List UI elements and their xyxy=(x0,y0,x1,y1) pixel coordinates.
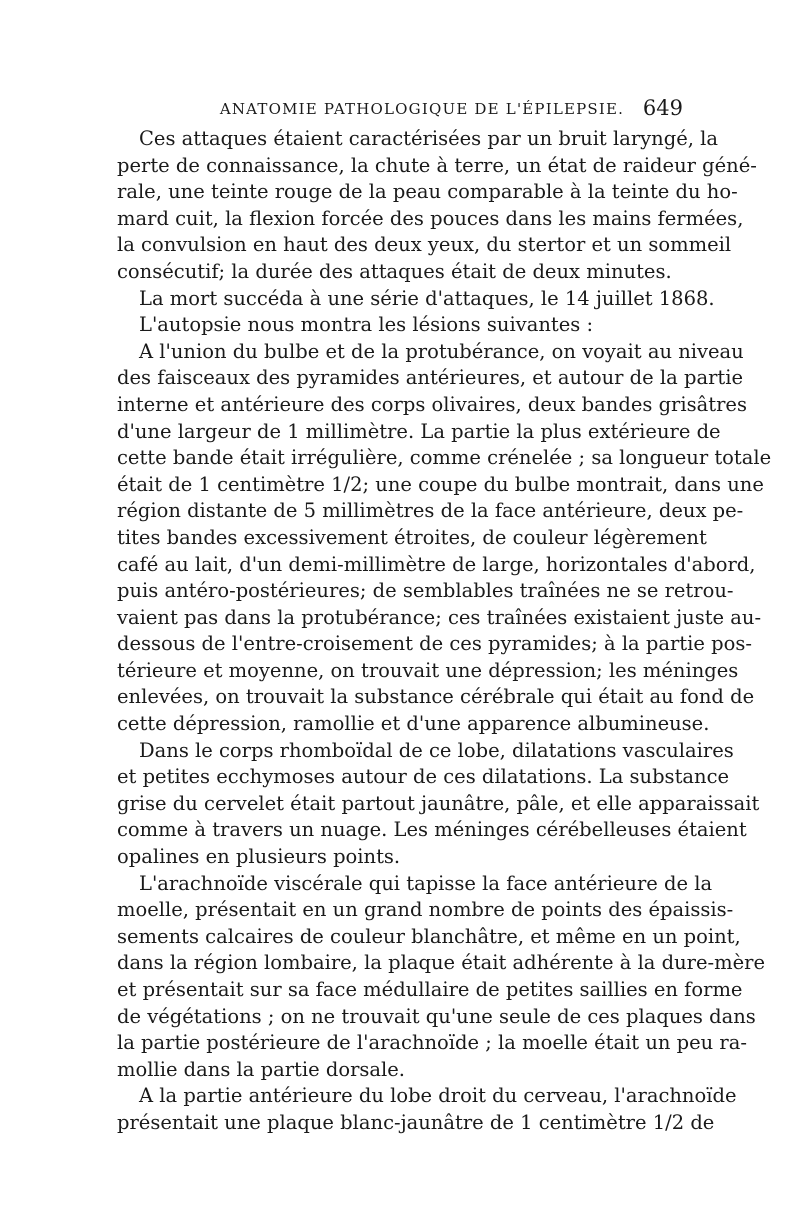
text-line: Ces attaques étaient caractérisées par un bruit laryngé, la xyxy=(139,127,719,150)
text-line: dessous de l'entre-croisement de ces pyramides; à la partie pos- xyxy=(117,632,752,656)
text-line: moelle, présentait en un grand nombre de points des épaissis- xyxy=(117,898,734,922)
text-line: La mort succéda à une série d'attaques, le 14 juillet 1868. xyxy=(139,286,715,310)
body-text xyxy=(117,126,772,1137)
text-line: région distante de 5 millimètres de la face antérieure, deux pe- xyxy=(117,499,744,523)
text-line: et petites ecchymoses autour de ces dilatations. La substance xyxy=(117,765,730,789)
text-line: la partie postérieure de l'arachnoïde ; la moelle était un peu ra- xyxy=(117,1031,747,1055)
text-line: rale, une teinte rouge de la peau comparable à la teinte du ho- xyxy=(117,180,738,204)
text-line: consécutif; la durée des attaques était de deux minutes. xyxy=(117,259,672,283)
text-line: L'autopsie nous montra les lésions suivantes : xyxy=(139,313,594,337)
text-line: dans la région lombaire, la plaque était adhérente à la dure-mère xyxy=(117,951,766,975)
text-line: vaient pas dans la protubérance; ces traînées existaient juste au- xyxy=(117,605,762,629)
text-line: d'une largeur de 1 millimètre. La partie la plus extérieure de xyxy=(117,419,721,443)
text-line: café au lait, d'un demi-millimètre de large, horizontales d'abord, xyxy=(117,552,756,576)
text-line: cette bande était irrégulière, comme crénelée ; sa longueur totale xyxy=(117,446,772,470)
text-line: était de 1 centimètre 1/2; une coupe du bulbe montrait, dans une xyxy=(117,472,764,496)
text-line: grise du cervelet était partout jaunâtre, pâle, et elle apparaissait xyxy=(117,791,760,815)
text-line: comme à travers un nuage. Les méninges cérébelleuses étaient xyxy=(117,818,747,842)
text-line: A l'union du bulbe et de la protubérance, on voyait au niveau xyxy=(139,339,744,363)
text-line: Dans le corps rhomboïdal de ce lobe, dilatations vasculaires xyxy=(139,738,734,762)
text-line: interne et antérieure des corps olivaires, deux bandes grisâtres xyxy=(117,392,747,416)
text-line: A la partie antérieure du lobe droit du cerveau, l'arachnoïde xyxy=(139,1084,737,1108)
text-line: de végétations ; on ne trouvait qu'une seule de ces plaques dans xyxy=(117,1004,756,1028)
text-line: térieure et moyenne, on trouvait une dépression; les méninges xyxy=(117,658,739,682)
text-line: et présentait sur sa face médullaire de petites saillies en forme xyxy=(117,978,743,1001)
text-line: cette dépression, ramollie et d'une apparence albumineuse. xyxy=(117,712,710,736)
running-head xyxy=(117,96,687,122)
text-line: sements calcaires de couleur blanchâtre, et même en un point, xyxy=(117,924,741,948)
running-title: ANATOMIE PATHOLOGIQUE DE L'ÉPILEPSIE. xyxy=(219,100,625,118)
text-line: mard cuit, la flexion forcée des pouces dans les mains fermées, xyxy=(117,206,744,230)
text-line: présentait une plaque blanc-jaunâtre de 1 centimètre 1/2 de xyxy=(117,1110,715,1134)
page-number: 649 xyxy=(642,96,683,120)
text-line: tites bandes excessivement étroites, de couleur légèrement xyxy=(117,525,707,549)
text-line: la convulsion en haut des deux yeux, du stertor et un sommeil xyxy=(117,233,732,257)
text-line: des faisceaux des pyramides antérieures, et autour de la partie xyxy=(117,366,744,390)
text-line: perte de connaissance, la chute à terre, un état de raideur géné- xyxy=(117,153,757,177)
text-line: enlevées, on trouvait la substance cérébrale qui était au fond de xyxy=(117,685,755,709)
text-line: puis antéro-postérieures; de semblables traînées ne se retrou- xyxy=(117,579,734,603)
text-line: opalines en plusieurs points. xyxy=(117,845,401,869)
text-line: L'arachnoïde viscérale qui tapisse la face antérieure de la xyxy=(139,871,713,895)
text-line: mollie dans la partie dorsale. xyxy=(117,1057,406,1081)
